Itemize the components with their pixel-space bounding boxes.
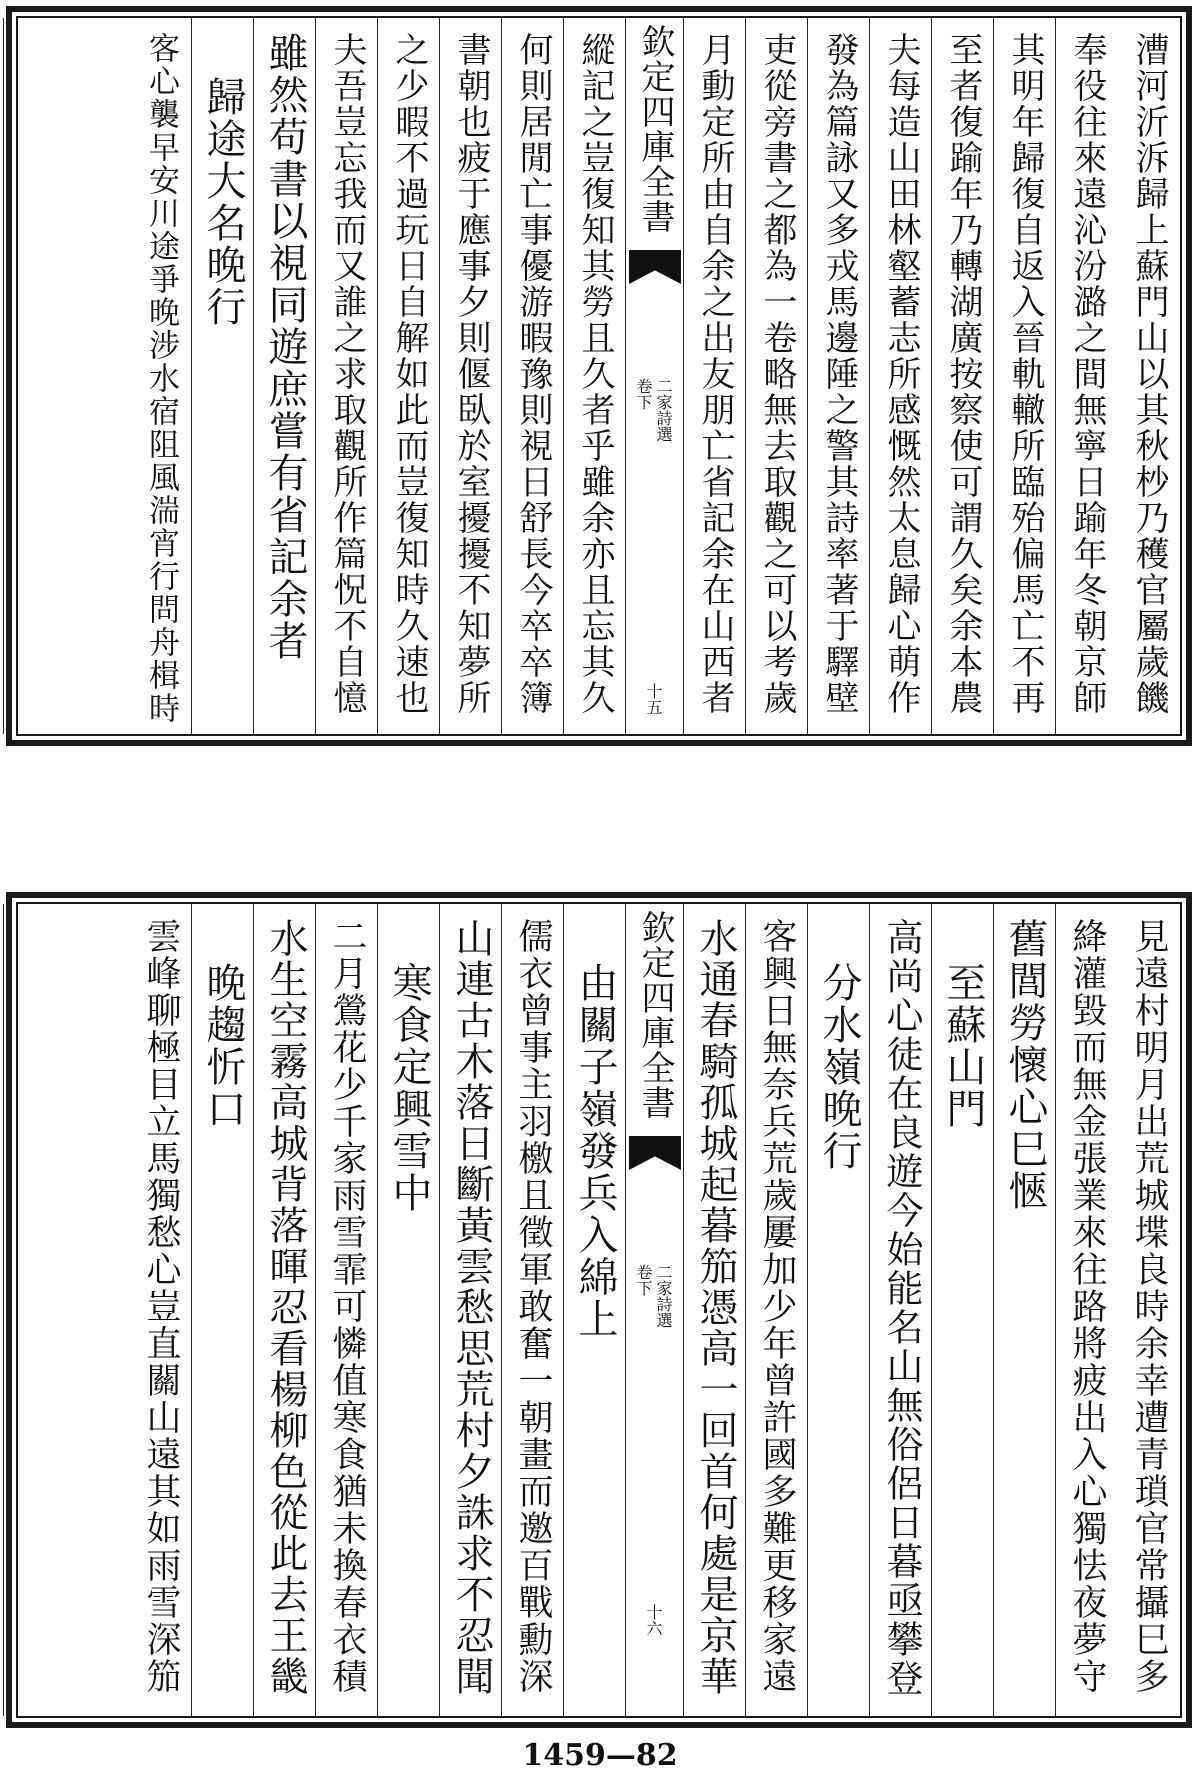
poem-title: 至蘇山門 <box>940 962 986 1130</box>
page-number: 十六 <box>644 1604 663 1636</box>
fish-tail-mark <box>629 250 681 284</box>
poem-title: 分水嶺晚行 <box>816 962 862 1172</box>
text-column <box>3 904 192 1716</box>
book-title: 欽定四庫全書 <box>635 24 675 234</box>
text-column <box>563 904 626 1716</box>
poem-title: 由關子嶺發兵入綿上 <box>572 962 618 1340</box>
column-text: 水通春騎孤城起暮笳憑高一回首何處是京華 <box>693 918 738 1697</box>
text-column <box>993 904 1056 1716</box>
text-column <box>1055 904 1118 1716</box>
column-text: 吏從旁書之都為一卷略無去取觀之可以考歲 <box>757 32 797 716</box>
column-text: 奉役往來遠沁汾潞之間無寧日踰年冬朝京師 <box>1067 32 1107 716</box>
text-column <box>377 18 440 734</box>
poem-title: 歸途大名晚行 <box>200 76 246 328</box>
bottom-page-frame <box>16 902 1182 1718</box>
text-column <box>439 904 502 1716</box>
text-column <box>563 18 626 734</box>
column-text: 絳灌毀而無金張業來往路將疲出入心獨怯夜夢守 <box>1067 918 1107 1695</box>
column-text: 客心襲早安川途爭晚涉水宿阻風湍宵行問舟楫時 <box>143 32 179 725</box>
column-text: 舊閭勞懷心巳愜 <box>1002 918 1048 1212</box>
text-column <box>3 18 192 734</box>
text-column <box>253 18 316 734</box>
text-column <box>315 18 378 734</box>
text-column <box>377 904 440 1716</box>
fish-tail-mark <box>629 1136 681 1170</box>
top-page-frame <box>16 16 1182 736</box>
column-text: 之少暇不過玩日自解如此而豈復知時久速也 <box>389 32 429 716</box>
column-text: 山連古木落日斷黃雲愁思荒村夕誅求不忍聞 <box>449 918 494 1697</box>
column-text: 二月鶯花少千家雨雪霏可憐值寒食猶未換春衣積 <box>327 918 367 1695</box>
text-column <box>931 18 994 734</box>
column-text: 漕河沂泝歸上蘇門山以其秋杪乃穫官屬歲饑 <box>1129 32 1169 716</box>
text-column <box>315 904 378 1716</box>
collection-title: 二家詩選 <box>654 378 673 442</box>
volume-label: 卷下 <box>634 1264 653 1296</box>
column-text: 客興日無奈兵荒歲屢加少年曾許國多難更移家遠 <box>757 918 797 1695</box>
column-text: 書朝也疲于應事夕則偃臥於室擾擾不知夢所 <box>451 32 491 716</box>
center-strip <box>625 904 684 1716</box>
column-text: 至者復踰年乃轉湖廣按察使可謂久矣余本農 <box>943 32 983 716</box>
text-column <box>807 18 870 734</box>
text-column <box>501 18 564 734</box>
text-column <box>1118 904 1180 1716</box>
column-text: 儒衣曾事主羽檄且徵軍敢奮一朝畫而邀百戰勳深 <box>513 918 553 1695</box>
footer-page-code: 1459—82 <box>522 1738 678 1773</box>
text-column <box>191 904 254 1716</box>
text-column <box>807 904 870 1716</box>
text-column <box>683 18 746 734</box>
center-strip <box>625 18 684 734</box>
top-page <box>6 6 1192 746</box>
column-text: 見遠村明月出荒城堞良時余幸遭青瑣官常攝巳多 <box>1129 918 1169 1695</box>
text-column <box>745 18 808 734</box>
text-column <box>1055 18 1118 734</box>
text-column <box>869 904 932 1716</box>
volume-label: 卷下 <box>634 378 653 410</box>
column-text: 其明年歸復自返入晉軌轍所臨殆偏馬亡不再 <box>1005 32 1045 716</box>
collection-title: 二家詩選 <box>654 1264 673 1328</box>
column-text: 夫每造山田林壑蓄志所感慨然太息歸心萌作 <box>881 32 921 716</box>
text-column <box>501 904 564 1716</box>
text-column <box>993 18 1056 734</box>
text-column <box>191 18 254 734</box>
column-text: 月動定所由自余之出友朋亡省記余在山西者 <box>695 32 735 716</box>
text-column <box>931 904 994 1716</box>
book-title: 欽定四庫全書 <box>635 910 675 1120</box>
text-column <box>439 18 502 734</box>
text-column <box>683 904 746 1716</box>
column-text: 何則居閒亡事優游暇豫則視日舒長今卒卒簿 <box>513 32 553 716</box>
poem-title: 寒食定興雪中 <box>386 962 432 1214</box>
column-text: 發為篇詠又多戎馬邊陲之警其詩率著于驛壁 <box>819 32 859 716</box>
text-column <box>253 904 316 1716</box>
column-text: 雲峰聊極目立馬獨愁心豈直關山遠其如雨雪深笳 <box>141 918 181 1695</box>
text-column <box>869 18 932 734</box>
column-text: 縱記之豈復知其勞且久者乎雖余亦且忘其久 <box>575 32 615 716</box>
column-text: 夫吾豈忘我而又誰之求取觀所作篇怳不自憶 <box>327 32 367 716</box>
column-text: 雖然苟書以視同遊庶嘗有省記余者 <box>262 32 308 662</box>
column-text: 水生空霧高城背落暉忍看楊柳色從此去王畿 <box>263 918 308 1697</box>
text-column <box>745 904 808 1716</box>
page-number: 十五 <box>644 683 663 715</box>
text-column <box>1118 18 1180 734</box>
poem-title: 晚趨忻口 <box>200 962 246 1130</box>
bottom-page <box>6 892 1192 1728</box>
column-text: 高尚心徒在良遊今始能名山無俗侶日暮亟攀登 <box>880 918 923 1698</box>
